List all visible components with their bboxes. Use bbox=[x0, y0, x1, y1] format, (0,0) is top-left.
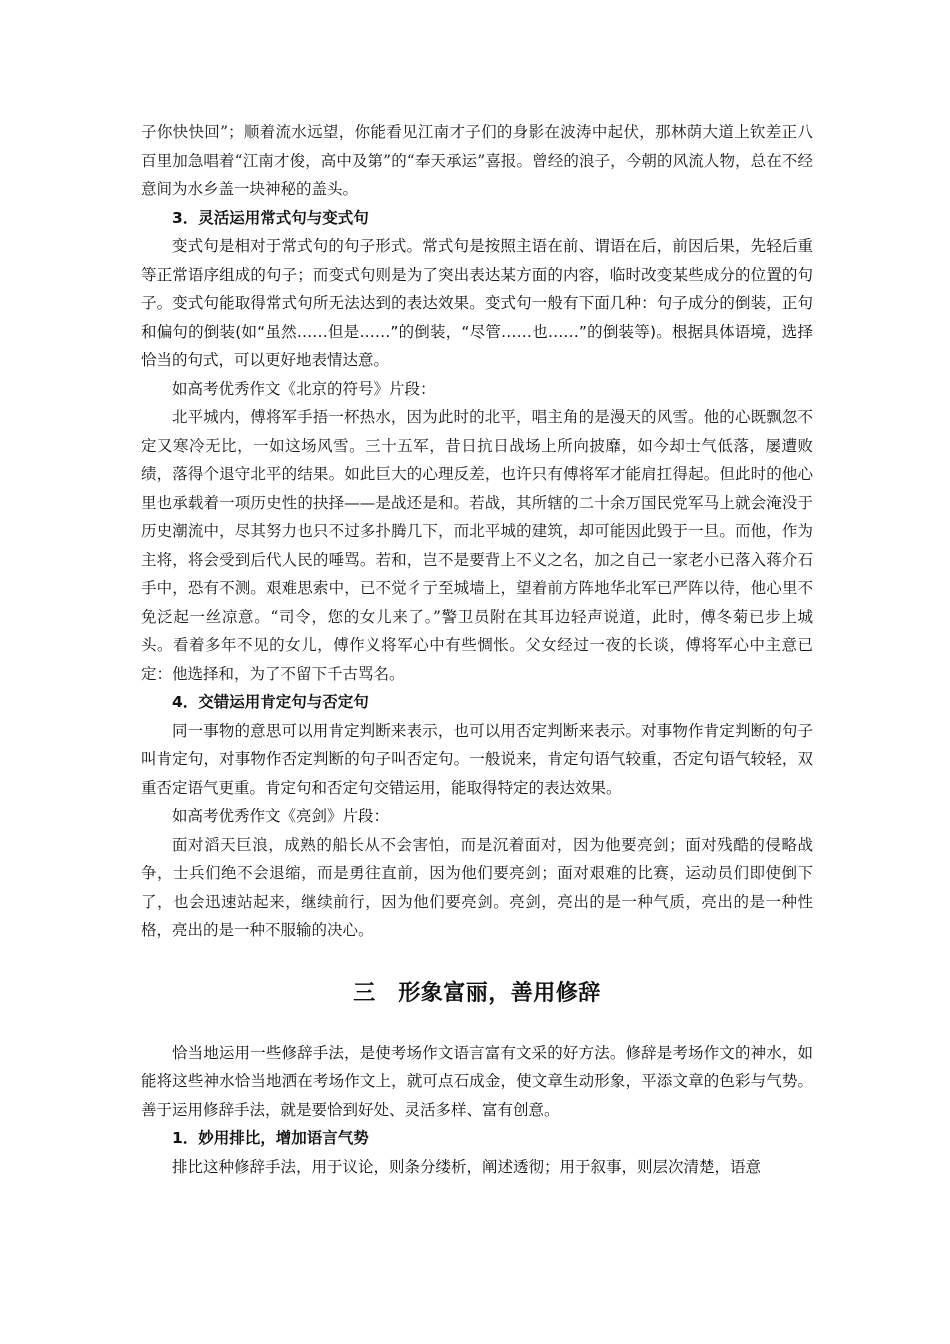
subheading-1: 1．妙用排比，增加语言气势 bbox=[172, 1129, 369, 1147]
body-paragraph-variant-sentences: 变式句是相对于常式句的句子形式。常式句是按照主语在前、谓语在后，前因后果，先轻后重等正常语序组成的句子；而变式句则是为了突出表达某方面的内容，临时改变某些成分的位置的句子。变式句能取得常式句所无法达到的表达效果。变式句一般有下面几种：句子成分的倒装，正句和偏句的倒装(如“虽然……但是……”的倒装，“尽管……也……”的倒装等)。根据具体语境，选择恰当的句式，可以更好地表情达意。 bbox=[141, 237, 813, 369]
excerpt-continuation-paragraph: 子你快快回”；顺着流水远望，你能看见江南才子们的身影在波涛中起伏，那林荫大道上钦差正八百里加急唱着“江南才俊，高中及第”的“奉天承运”喜报。曾经的浪子，今朝的风流人物，总在不经意间为水乡盖一块神秘的盖头。 bbox=[141, 123, 813, 198]
body-paragraph-rhetoric: 恰当地运用一些修辞手法，是使考场作文语言富有文采的好方法。修辞是考场作文的神水，如能将这些神水恰当地洒在考场作文上，就可点石成金，使文章生动形象，平添文章的色彩与气势。善于运用修辞手法，就是要恰到好处、灵活多样、富有创意。 bbox=[141, 1043, 813, 1119]
section-title: 三 形象富丽，善用修辞 bbox=[353, 980, 601, 1006]
document-page bbox=[141, 118, 813, 1181]
example-intro-liangjian: 如高考优秀作文《亮剑》片段： bbox=[172, 807, 390, 825]
body-paragraph-parallelism: 排比这种修辞手法，用于议论，则条分缕析，阐述透彻；用于叙事，则层次清楚，语意 bbox=[172, 1157, 762, 1176]
subheading-4: 4．交错运用肯定句与否定句 bbox=[172, 693, 369, 711]
excerpt-beijing-symbol: 北平城内，傅将军手捂一杯热水，因为此时的北平，唱主角的是漫天的风雪。他的心既飘忽不定又寒冷无比，一如这场风雪。三十五军，昔日抗日战场上所向披靡，如今却士气低落，屡遭败绩，落得个退守北平的结果。如此巨大的心理反差，也许只有傅将军才能肩扛得起。但此时的他心里也承载着一项历史性的抉择——是战还是和。若战，其所辖的二十余万国民党军马上就会淹没于历史潮流中，尽其努力也只不过多扑腾几下，而北平城的建筑，却可能因此毁于一旦。而他，作为主将，将会受到后代人民的唾骂。若和，岂不是要背上不义之名，加之自己一家老小已落入蒋介石手中，恐有不测。艰难思索中，已不觉彳亍至城墙上，望着前方阵地华北军已严阵以待，他心里不免泛起一丝凉意。“司令，您的女儿来了。”警卫员附在其耳边轻声说道，此时，傅冬菊已步上城头。看着多年不见的女儿，傅作义将军心中有些惆怅。父女经过一夜的长谈，傅将军心中主意已定：他选择和，为了不留下千古骂名。 bbox=[141, 408, 813, 683]
subheading-3: 3．灵活运用常式句与变式句 bbox=[172, 208, 369, 227]
body-paragraph-affirmative-negative: 同一事物的意思可以用肯定判断来表示，也可以用否定判断来表示。对事物作肯定判断的句子叫肯定句，对事物作否定判断的句子叫否定句。一般说来，肯定句语气较重，否定句语气较轻，双重否定语气更重。肯定句和否定句交错运用，能取得特定的表达效果。 bbox=[141, 721, 813, 797]
excerpt-liangjian: 面对滔天巨浪，成熟的船长从不会害怕，而是沉着面对，因为他要亮剑；面对残酷的侵略战争，士兵们绝不会退缩，而是勇往直前，因为他们要亮剑；面对艰难的比赛，运动员们即使倒下了，也会迅速站起来，继续前行，因为他们要亮剑。亮剑，亮出的是一种气质，亮出的是一种性格，亮出的是一种不服输的决心。 bbox=[141, 835, 813, 939]
example-intro-beijing: 如高考优秀作文《北京的符号》片段： bbox=[172, 379, 436, 398]
